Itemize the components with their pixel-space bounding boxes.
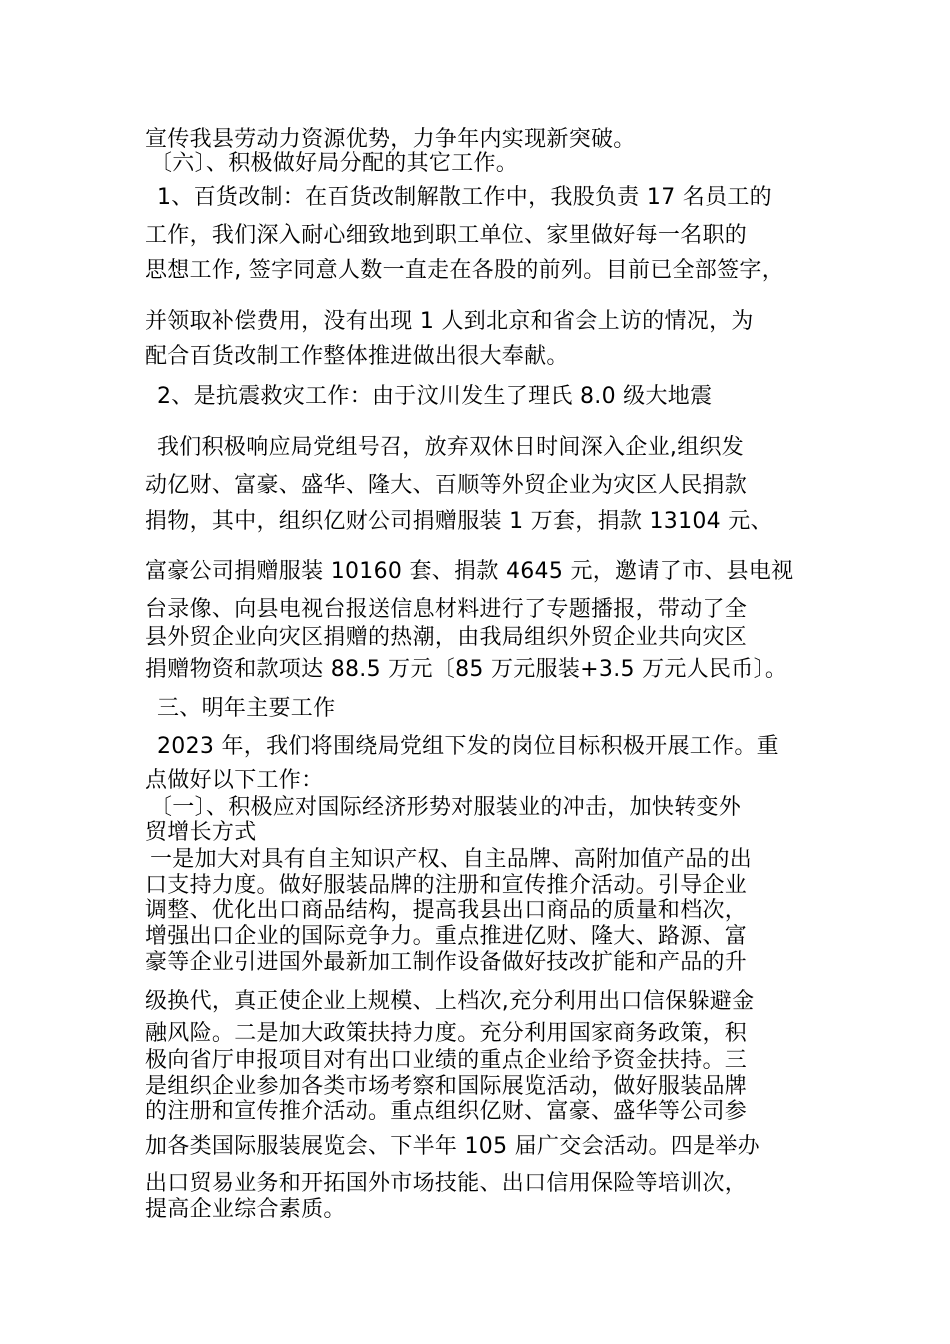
text-line: 我们积极响应局党组号召，放弃双休日时间深入企业,组织发 [157,435,745,460]
text-line: 调整、优化出口商品结构，提高我县出口商品的质量和档次， [145,898,748,923]
text-line: 豪等企业引进国外最新加工制作设备做好技改扩能和产品的升 [145,950,748,975]
text-line: 动亿财、富豪、盛华、隆大、百顺等外贸企业为灾区人民捐款 [145,473,748,498]
text-line: 宣传我县劳动力资源优势，力争年内实现新突破。 [145,127,636,152]
text-line: 是组织企业参加各类市场考察和国际展览活动，做好服装品牌 [145,1074,748,1099]
text-line: 级换代，真正使企业上规模、上档次,充分利用出口信保躲避金 [145,989,755,1014]
text-line: 提高企业综合素质。 [145,1197,346,1222]
section-heading: 〔六〕、积极做好局分配的其它工作。 [150,151,519,176]
section-heading: 〔一〕、积极应对国际经济形势对服装业的冲击，加快转变外 [150,795,742,820]
text-line: 出口贸易业务和开拓国外市场技能、出口信用保险等培训次， [145,1171,748,1196]
text-line: 融风险。二是加大政策扶持力度。充分利用国家商务政策，积 [145,1021,748,1046]
text-line: 口支持力度。做好服装品牌的注册和宣传推介活动。引导企业 [145,873,748,898]
text-line: 1、百货改制：在百货改制解散工作中，我股负责 17 名员工的 [157,185,772,210]
text-line: 的注册和宣传推介活动。重点组织亿财、富豪、盛华等公司参 [145,1099,748,1124]
text-line: 县外贸企业向灾区捐赠的热潮，由我局组织外贸企业共向灾区 [145,625,748,650]
section-heading: 三、明年主要工作 [157,696,336,721]
text-line: 极向省厅申报项目对有出口业绩的重点企业给予资金扶持。三 [145,1048,748,1073]
text-line: 捐物，其中，组织亿财公司捐赠服装 1 万套，捐款 13104 元、 [145,509,773,534]
text-line: 配合百货改制工作整体推进做出很大奉献。 [145,344,569,369]
text-line: 贸增长方式 [145,820,257,845]
text-line: 工作，我们深入耐心细致地到职工单位、家里做好每一名职的 [145,223,748,248]
text-line: 富豪公司捐赠服装 10160 套、捐款 4645 元，邀请了市、县电视 [145,559,794,584]
text-line: 并领取补偿费用，没有出现 1 人到北京和省会上访的情况，为 [145,309,754,334]
text-line: 台录像、向县电视台报送信息材料进行了专题播报，带动了全 [145,597,748,622]
text-line: 2023 年，我们将围绕局党组下发的岗位目标积极开展工作。重 [157,734,779,759]
text-line: 思想工作, 签字同意人数一直走在各股的前列。目前已全部签字， [145,258,784,283]
text-line: 加各类国际服装展览会、下半年 105 届广交会活动。四是举办 [145,1134,760,1159]
text-line: 2、是抗震救灾工作：由于汶川发生了理氏 8.0 级大地震 [157,384,713,409]
text-line: 捐赠物资和款项达 88.5 万元〔85 万元服装+3.5 万元人民币〕。 [145,657,788,682]
text-line: 点做好以下工作： [145,768,324,793]
text-line: 一是加大对具有自主知识产权、自主品牌、高附加值产品的出 [150,847,753,872]
text-line: 增强出口企业的国际竞争力。重点推进亿财、隆大、路源、富 [145,924,748,949]
